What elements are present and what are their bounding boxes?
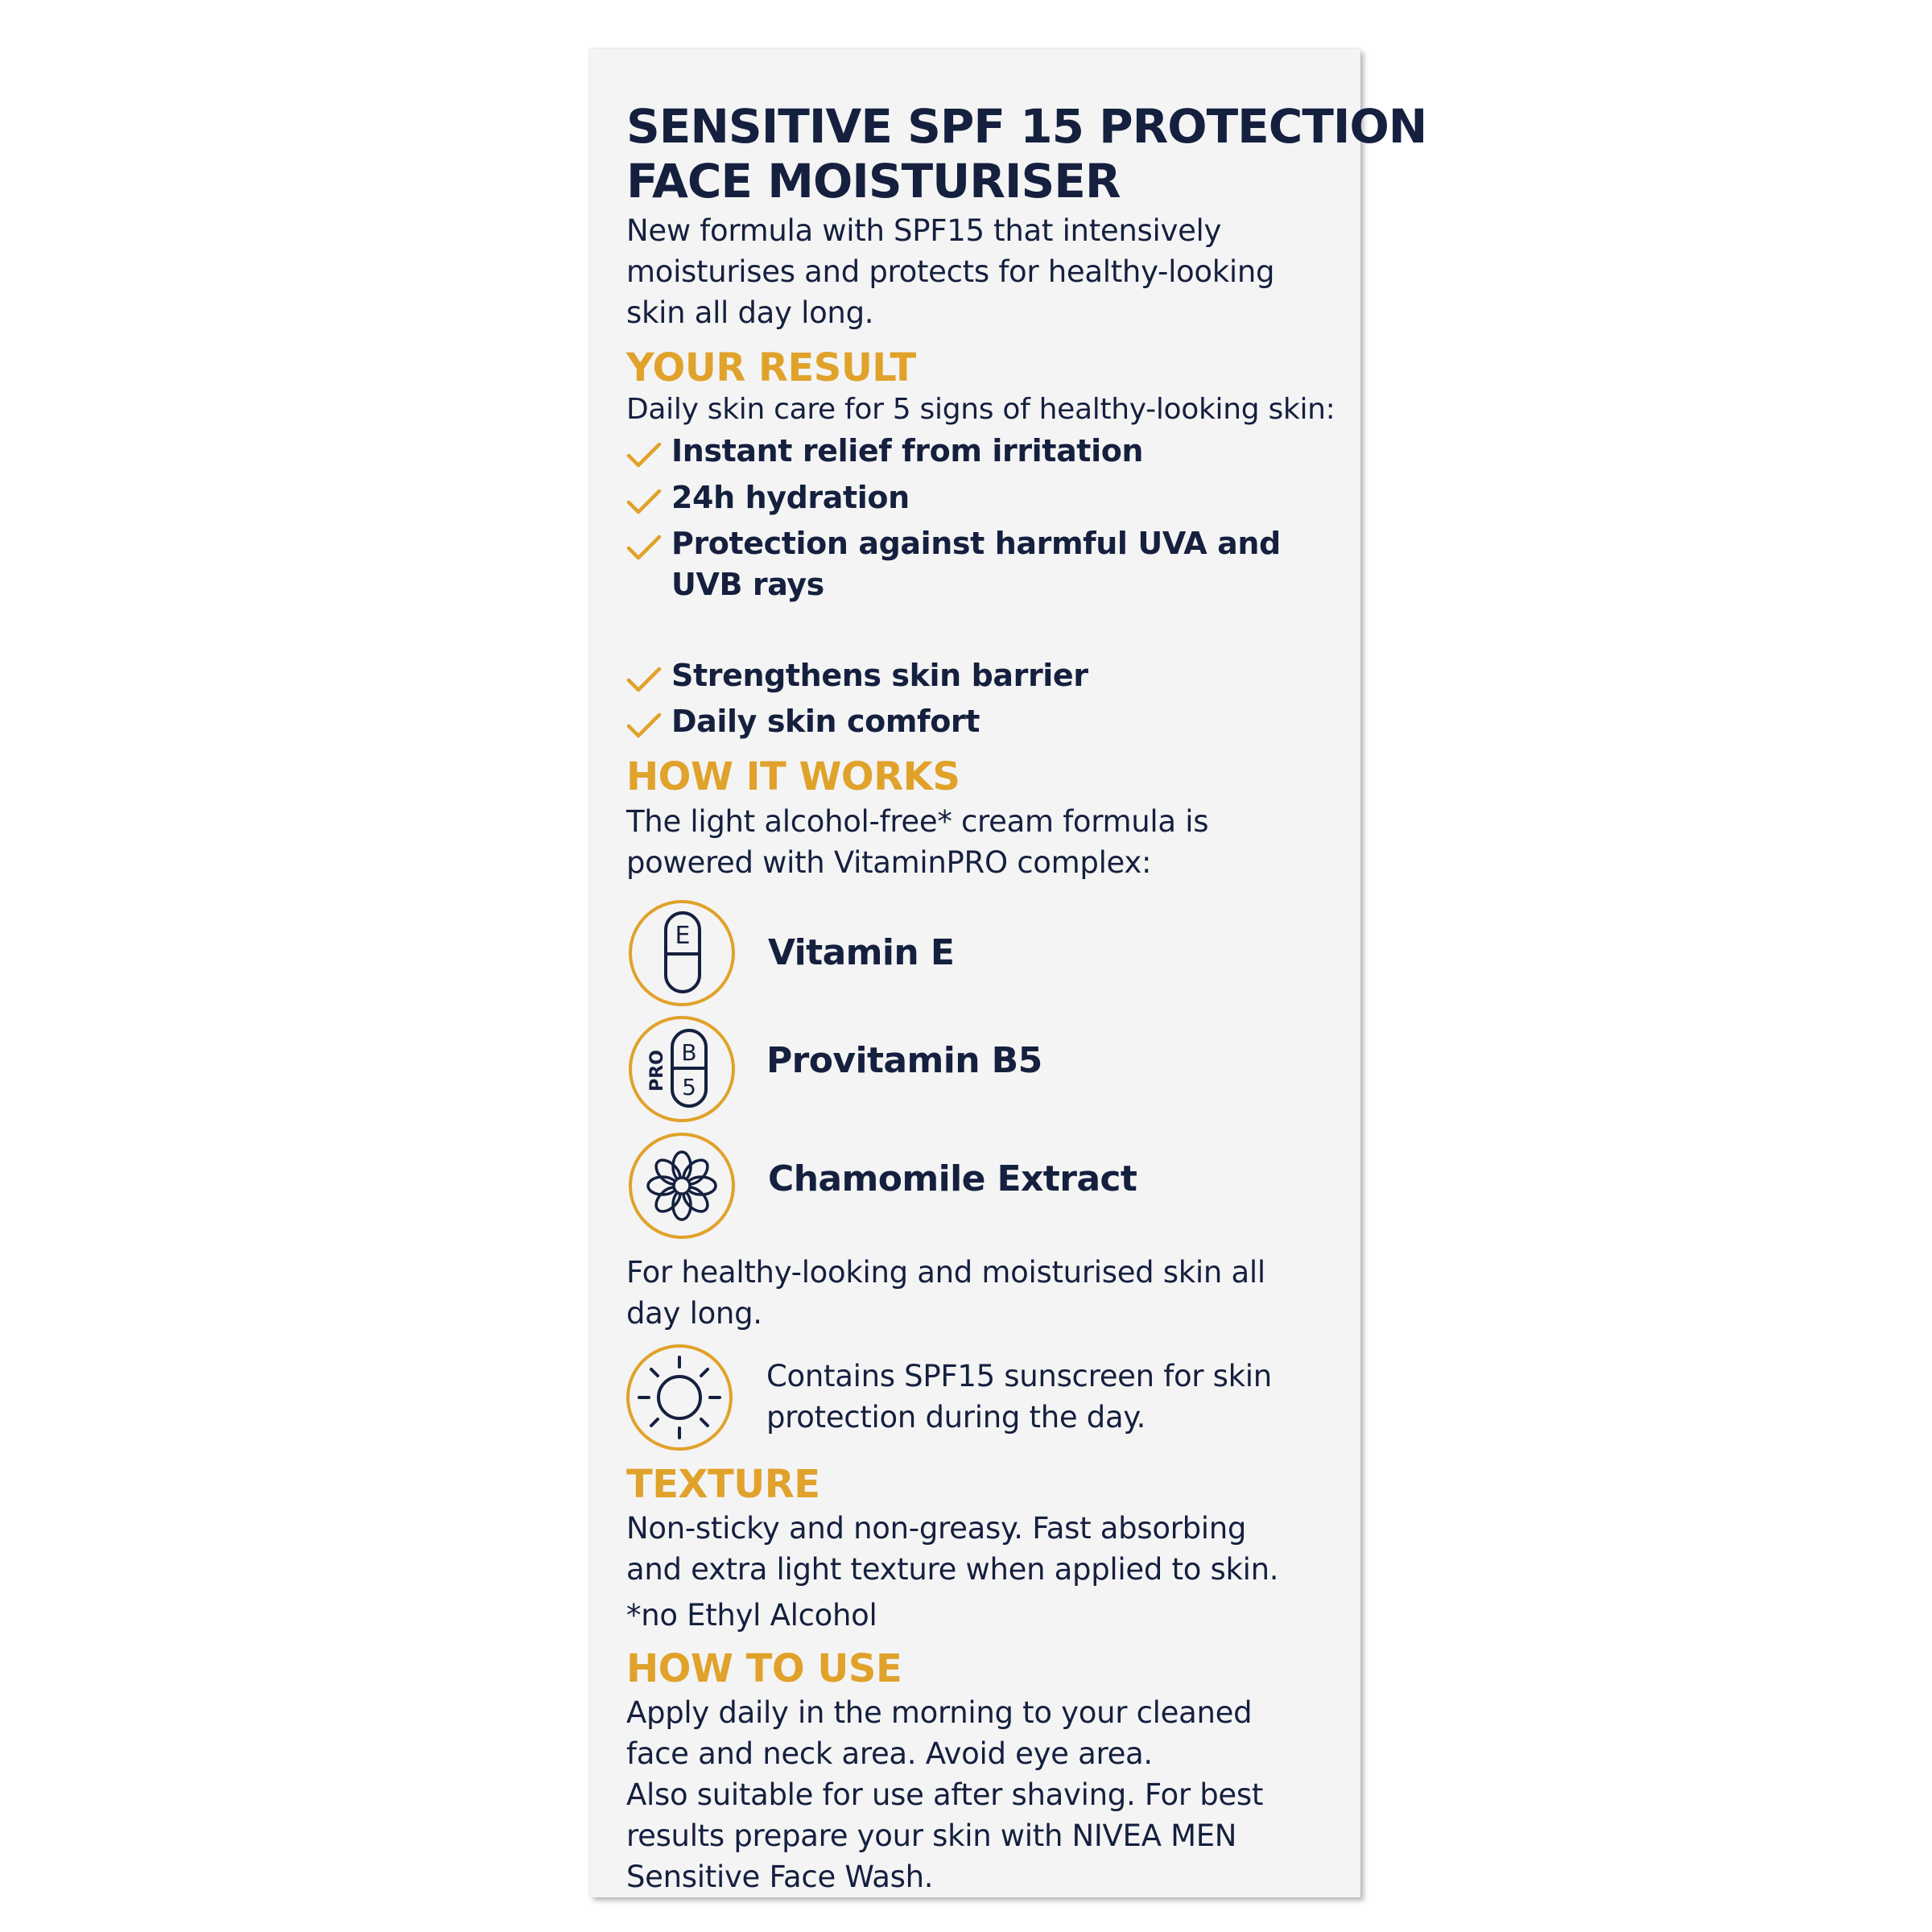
product-title-line-2: FACE MOISTURISER xyxy=(626,154,1121,208)
texture-footnote: *no Ethyl Alcohol xyxy=(626,1598,877,1633)
chamomile-flower-icon xyxy=(627,1131,737,1241)
texture-line-2: and extra light texture when applied to skin. xyxy=(626,1552,1279,1587)
sun-text-line-1: Contains SPF15 sunscreen for skin xyxy=(766,1359,1272,1393)
checkmark-icon xyxy=(626,441,662,469)
how-it-works-intro-line-1: The light alcohol-free* cream formula is xyxy=(626,804,1209,839)
how-it-works-outro-line-1: For healthy-looking and moisturised skin all xyxy=(626,1255,1265,1290)
provitamin-icon-digit-5: 5 xyxy=(682,1074,696,1100)
how-to-use-heading: HOW TO USE xyxy=(626,1646,902,1691)
checkmark-icon xyxy=(626,666,662,693)
result-item-label: 24h hydration xyxy=(671,480,910,515)
how-to-use-line-1: Apply daily in the morning to your cleaned xyxy=(626,1695,1253,1730)
sun-text-line-2: protection during the day. xyxy=(766,1400,1146,1435)
vitamin-e-capsule-icon xyxy=(627,898,737,1008)
how-to-use-line-3: Also suitable for use after shaving. For best xyxy=(626,1777,1264,1812)
ingredient-provitamin-b5: Provitamin B5 xyxy=(766,1040,1042,1081)
texture-line-1: Non-sticky and non-greasy. Fast absorbing xyxy=(626,1511,1247,1546)
intro-line-3: skin all day long. xyxy=(626,295,874,330)
result-item-label: Strengthens skin barrier xyxy=(671,658,1088,693)
result-item-label: Instant relief from irritation xyxy=(671,433,1144,469)
checkmark-icon xyxy=(626,534,662,561)
provitamin-b5-capsule-icon xyxy=(627,1014,737,1124)
product-info-panel xyxy=(590,49,1427,1897)
checkmark-icon xyxy=(626,712,662,739)
product-title-line-1: SENSITIVE SPF 15 PROTECTION xyxy=(626,99,1427,154)
how-it-works-heading: HOW IT WORKS xyxy=(626,754,960,799)
intro-line-2: moisturises and protects for healthy-looking xyxy=(626,254,1275,289)
intro-line-1: New formula with SPF15 that intensively xyxy=(626,213,1222,248)
how-to-use-line-4: results prepare your skin with NIVEA MEN xyxy=(626,1818,1237,1853)
ingredient-chamomile-extract: Chamomile Extract xyxy=(768,1158,1137,1199)
how-to-use-line-5: Sensitive Face Wash. xyxy=(626,1860,934,1894)
how-it-works-outro-line-2: day long. xyxy=(626,1296,762,1331)
provitamin-icon-pro-text: PRO xyxy=(647,1050,667,1092)
result-intro: Daily skin care for 5 signs of healthy-looking skin: xyxy=(626,393,1335,426)
how-to-use-line-2: face and neck area. Avoid eye area. xyxy=(626,1736,1153,1771)
vitamin-e-icon-letter: E xyxy=(675,922,691,950)
result-item-label: Protection against harmful UVA and xyxy=(671,526,1281,561)
texture-heading: TEXTURE xyxy=(626,1462,820,1507)
sun-icon xyxy=(625,1343,734,1452)
checkmark-icon xyxy=(626,488,662,515)
provitamin-icon-letter-b: B xyxy=(681,1039,697,1066)
ingredient-vitamin-e: Vitamin E xyxy=(768,932,955,973)
how-it-works-intro-line-2: powered with VitaminPRO complex: xyxy=(626,845,1152,880)
result-item-label: Daily skin comfort xyxy=(671,704,980,739)
result-heading: YOUR RESULT xyxy=(626,345,916,390)
result-item-label-continued: UVB rays xyxy=(671,567,824,602)
